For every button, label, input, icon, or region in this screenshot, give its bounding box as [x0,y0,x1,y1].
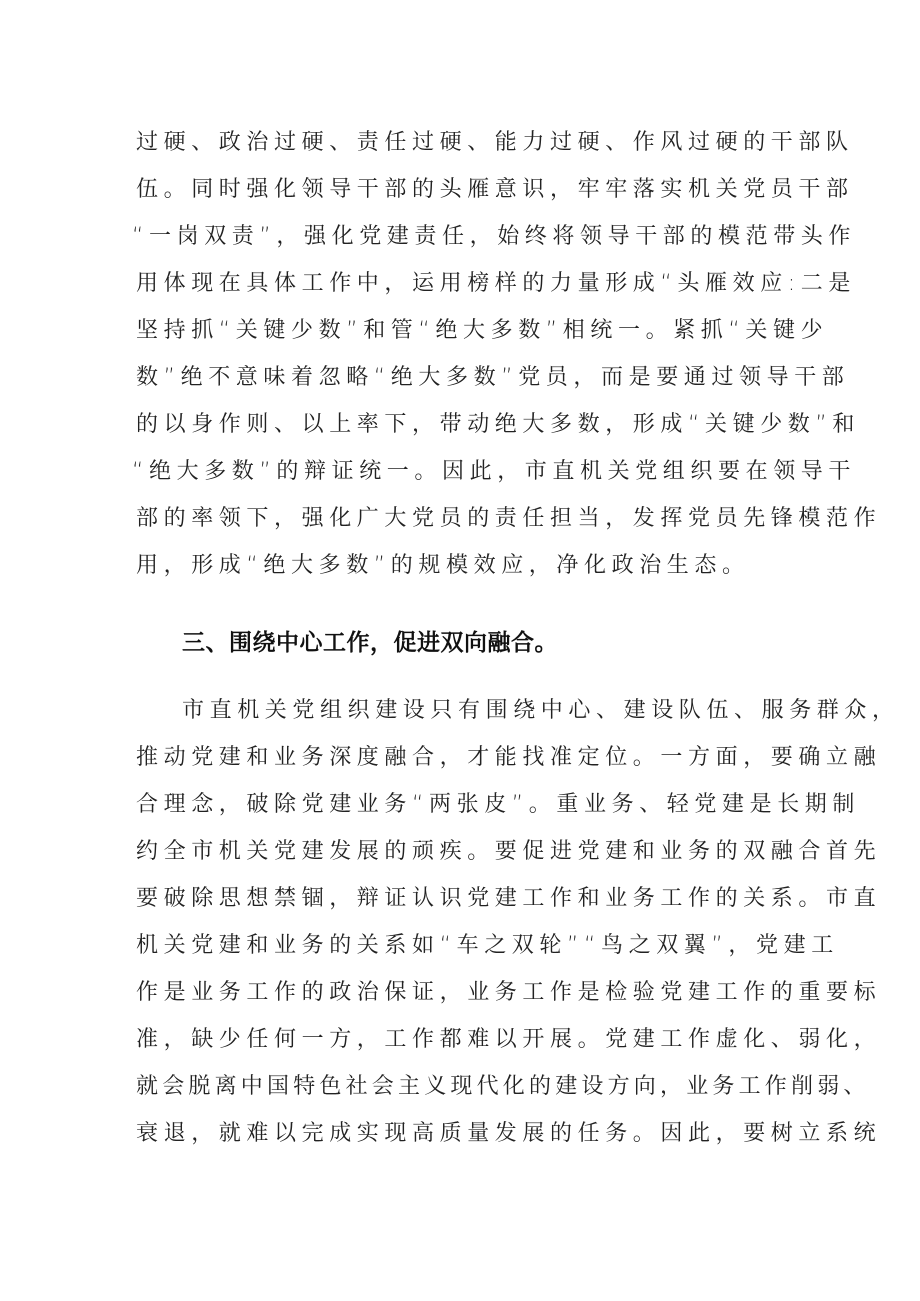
text-line: 数”绝不意味着忽略“绝大多数”党员，而是要通过领导干部 [136,365,850,390]
text-line: 机关党建和业务的关系如“车之双轮”“鸟之双翼”，党建工 [136,933,839,958]
text-line: 合理念，破除党建业务“两张皮”。重业务、轻党建是长期制 [136,792,860,817]
text-line: 要破除思想禁锢，辩证认识党建工作和业务工作的关系。市直 [136,886,882,911]
text-line: 坚持抓“关键少数”和管“绝大多数”相统一。紧抓“关键少 [136,318,829,343]
text-line: 衰退，就难以完成实现高质量发展的任务。因此，要树立系统 [136,1121,882,1146]
text-line: “一岗双责”，强化党建责任，始终将领导干部的模范带头作 [132,224,856,249]
text-line: 伍。同时强化领导干部的头雁意识，牢牢落实机关党员干部 [136,177,854,202]
text-line: 的以身作则、以上率下，带动绝大多数，形成“关键少数”和 [136,412,860,437]
text-line: 用，形成“绝大多数”的规模效应，净化政治生态。 [136,553,750,578]
text-line: 市直机关党组织建设只有围绕中心、建设队伍、服务群众， [182,698,900,723]
text-line: 用体现在具体工作中，运用榜样的力量形成“头雁效应:二是 [136,271,857,296]
text-line: 过硬、政治过硬、责任过硬、能力过硬、作风过硬的干部队 [136,130,854,155]
section-heading: 三、围绕中心工作，促进双向融合。 [182,630,558,656]
text-line: 准，缺少任何一方，工作都难以开展。党建工作虚化、弱化， [136,1027,882,1052]
text-line: 就会脱离中国特色社会主义现代化的建设方向，业务工作削弱、 [136,1074,870,1099]
text-line: “绝大多数”的辩证统一。因此，市直机关党组织要在领导干 [132,459,856,484]
text-line: 约全市机关党建发展的顽疾。要促进党建和业务的双融合首先 [136,839,882,864]
text-line: 作是业务工作的政治保证，业务工作是检验党建工作的重要标 [136,980,882,1005]
text-line: 推动党建和业务深度融合，才能找准定位。一方面，要确立融 [136,745,882,770]
text-line: 部的率领下，强化广大党员的责任担当，发挥党员先锋模范作 [136,506,882,531]
